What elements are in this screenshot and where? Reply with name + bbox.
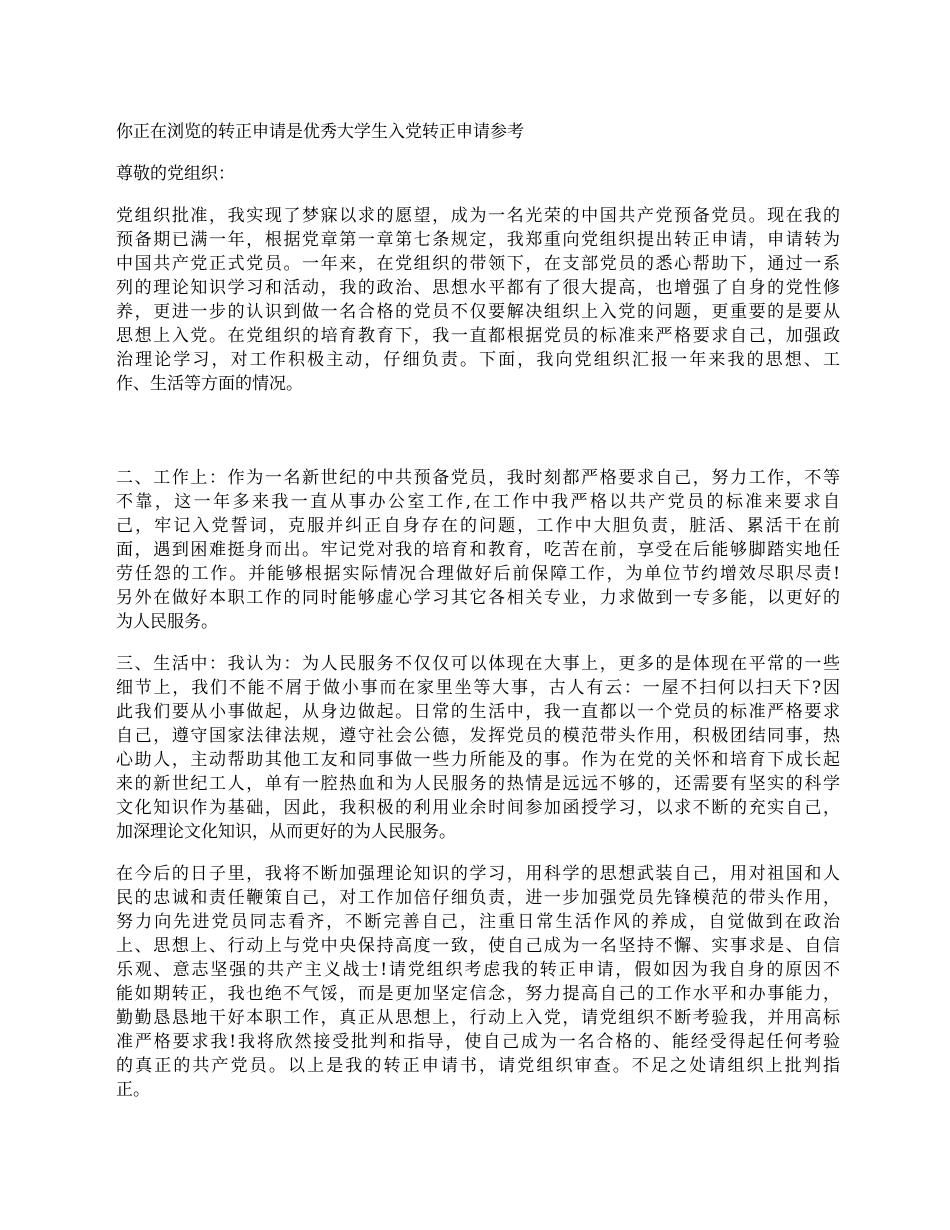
paragraph-line: 心助人，主动帮助其他工友和同事做一些力所能及的事。作为在党的关怀和培育下成长起 (116, 750, 840, 770)
paragraph-line: 养，更进一步的认识到做一名合格的党员不仅要解决组织上入党的问题，更重要的是要从 (116, 302, 840, 322)
paragraph-line: 文化知识作为基础，因此，我积极的利用业余时间参加函授学习，以求不断的充实自己， (116, 798, 840, 818)
paragraph-line: 上、思想上、行动上与党中央保持高度一致，使自己成为一名坚持不懈、实事求是、自信 (116, 936, 840, 956)
intro-line (116, 120, 840, 144)
paragraph-line: 不靠，这一年多来我一直从事办公室工作,在工作中我严格以共产党员的标准来要求自 (116, 492, 840, 512)
paragraph-line: 在今后的日子里，我将不断加强理论知识的学习，用科学的思想武装自己，用对祖国和人 (116, 864, 840, 884)
paragraph-future (116, 862, 840, 1102)
paragraph-line: 此我们要从小事做起，从身边做起。日常的生活中，我一直都以一个党员的标准严格要求 (116, 702, 840, 722)
paragraph-line: 中国共产党正式党员。一年来，在党组织的带领下，在支部党员的悉心帮助下，通过一系 (116, 254, 840, 274)
paragraph-life (116, 652, 840, 844)
paragraph-line: 思想上入党。在党组织的培育教育下，我一直都根据党员的标准来严格要求自己，加强政 (116, 326, 840, 346)
paragraph-line: 预备期已满一年，根据党章第一章第七条规定，我郑重向党组织提出转正申请，申请转为 (116, 230, 840, 250)
paragraph-line: 勤勤恳恳地干好本职工作，真正从思想上，行动上入党，请党组织不断考验我，并用高标 (116, 1008, 840, 1028)
paragraph-line: 治理论学习，对工作积极主动，仔细负责。下面，我向党组织汇报一年来我的思想、工 (116, 350, 840, 370)
paragraph-line: 作、生活等方面的情况。 (116, 374, 303, 394)
document-page (116, 120, 840, 1102)
paragraph-work (116, 466, 840, 634)
paragraph-line: 乐观、意志坚强的共产主义战士!请党组织考虑我的转正申请，假如因为我自身的原因不 (116, 960, 840, 980)
salutation-line (116, 162, 840, 186)
paragraph-intro (116, 204, 840, 396)
paragraph-line: 的真正的共产党员。以上是我的转正申请书，请党组织审查。不足之处请组织上批判指 (116, 1056, 840, 1076)
paragraph-line: 二、工作上：作为一名新世纪的中共预备党员，我时刻都严格要求自己，努力工作，不等 (116, 468, 840, 488)
paragraph-line: 党组织批准，我实现了梦寐以求的愿望，成为一名光荣的中国共产党预备党员。现在我的 (116, 206, 840, 226)
paragraph-line: 自己，遵守国家法律法规，遵守社会公德，发挥党员的模范带头作用，积极团结同事，热 (116, 726, 840, 746)
paragraph-line: 加深理论文化知识，从而更好的为人民服务。 (116, 822, 456, 842)
paragraph-line: 细节上，我们不能不屑于做小事而在家里坐等大事，古人有云：一屋不扫何以扫天下?因 (116, 678, 840, 698)
paragraph-line: 努力向先进党员同志看齐，不断完善自己，注重日常生活作风的养成，自觉做到在政治 (116, 912, 840, 932)
salutation-text: 尊敬的党组织： (116, 164, 235, 184)
paragraph-line: 正。 (116, 1080, 150, 1100)
paragraph-line: 面，遇到困难挺身而出。牢记党对我的培育和教育，吃苦在前，享受在后能够脚踏实地任 (116, 540, 840, 560)
paragraph-line: 列的理论知识学习和活动，我的政治、思想水平都有了很大提高，也增强了自身的党性修 (116, 278, 840, 298)
paragraph-line: 己，牢记入党誓词，克服并纠正自身存在的问题，工作中大胆负责，脏活、累活干在前 (116, 516, 840, 536)
paragraph-line: 三、生活中：我认为：为人民服务不仅仅可以体现在大事上，更多的是体现在平常的一些 (116, 654, 840, 674)
paragraph-line: 能如期转正，我也绝不气馁，而是更加坚定信念，努力提高自己的工作水平和办事能力， (116, 984, 840, 1004)
paragraph-line: 来的新世纪工人，单有一腔热血和为人民服务的热情是远远不够的，还需要有坚实的科学 (116, 774, 840, 794)
intro-text: 你正在浏览的转正申请是优秀大学生入党转正申请参考 (116, 122, 524, 142)
paragraph-line: 劳任怨的工作。并能够根据实际情况合理做好后前保障工作，为单位节约增效尽职尽责! (116, 564, 840, 584)
paragraph-line: 民的忠诚和责任鞭策自己，对工作加倍仔细负责，进一步加强党员先锋模范的带头作用， (116, 888, 840, 908)
paragraph-line: 为人民服务。 (116, 612, 218, 632)
paragraph-line: 另外在做好本职工作的同时能够虚心学习其它各相关专业，力求做到一专多能，以更好的 (116, 588, 840, 608)
paragraph-line: 准严格要求我!我将欣然接受批判和指导，使自己成为一名合格的、能经受得起任何考验 (116, 1032, 840, 1052)
